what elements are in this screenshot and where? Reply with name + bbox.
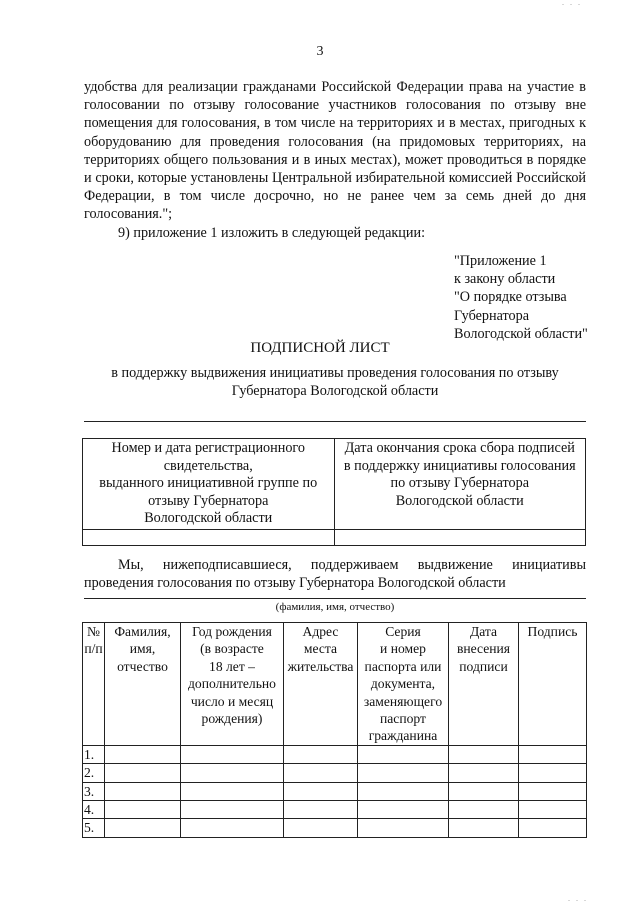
table-cell[interactable] bbox=[181, 819, 284, 837]
body-paragraph-1: удобства для реализации гражданами Российской Федерации права на участие в голосовании по отзыву голосование участников голосования по отзыву вне помещения для голосования, в том числе на территориях и в местах, пригодных к оборудованию для проведения голосования (на придомовых территориях, на территориях общего пользования и в иных местах), может проводиться в порядке и сроки, которые установлены Центральной избирательной комиссией Российской Федерации, в том числе досрочно, но не ранее чем за семь дней до дня голосования."; bbox=[84, 79, 586, 223]
subtitle-line: в поддержку выдвижения инициативы проведения голосования по отзыву bbox=[111, 365, 559, 381]
table-cell[interactable] bbox=[284, 819, 358, 837]
table-row bbox=[83, 745, 587, 763]
body-paragraph-2: 9) приложение 1 изложить в следующей редакции: bbox=[118, 224, 426, 241]
registration-number-header: Номер и дата регистрационного свидетельства, выданного инициативной группе по отзыву Губернатора Вологодской области bbox=[83, 439, 335, 530]
collection-end-date-header: Дата окончания срока сбора подписей в поддержку инициативы голосования по отзыву Губернатора Вологодской области bbox=[334, 439, 586, 530]
appendix-line: "Приложение 1 bbox=[454, 253, 547, 269]
table-cell[interactable] bbox=[358, 819, 449, 837]
corner-scan-mark-top: . . . bbox=[562, 0, 582, 7]
statement: Мы, нижеподписавшиеся, поддерживаем выдвижение инициативы проведения голосования по отзыву Губернатора Вологодской области bbox=[84, 557, 586, 592]
table-cell[interactable] bbox=[284, 745, 358, 763]
table-cell[interactable] bbox=[358, 782, 449, 800]
table-cell[interactable] bbox=[519, 745, 587, 763]
appendix-line: к закону области bbox=[454, 271, 556, 288]
table-cell[interactable] bbox=[105, 801, 181, 819]
table-cell[interactable] bbox=[181, 745, 284, 763]
table-cell[interactable] bbox=[449, 745, 519, 763]
header-number: № п/п bbox=[83, 623, 105, 746]
corner-scan-mark-bottom: . . . bbox=[568, 894, 588, 903]
table-row bbox=[83, 782, 587, 800]
registration-table bbox=[82, 438, 586, 546]
header-signature: Подпись bbox=[519, 623, 587, 746]
table-cell[interactable] bbox=[519, 764, 587, 782]
table-cell[interactable] bbox=[105, 782, 181, 800]
appendix-line: "О порядке отзыва bbox=[454, 289, 567, 306]
subtitle-line: Губернатора Вологодской области bbox=[231, 383, 439, 400]
appendix-header bbox=[454, 252, 588, 343]
table-cell[interactable] bbox=[519, 801, 587, 819]
table-cell[interactable] bbox=[519, 819, 587, 837]
table-cell[interactable] bbox=[181, 782, 284, 800]
table-cell[interactable] bbox=[449, 801, 519, 819]
table-cell[interactable] bbox=[449, 819, 519, 837]
row-number: 4. bbox=[83, 801, 105, 819]
page-number: 3 bbox=[316, 44, 324, 59]
name-field-line[interactable] bbox=[84, 598, 586, 599]
body-text bbox=[84, 78, 586, 242]
table-cell[interactable] bbox=[181, 764, 284, 782]
document-subtitle bbox=[84, 364, 586, 400]
table-row bbox=[83, 819, 587, 837]
row-number: 2. bbox=[83, 764, 105, 782]
table-cell[interactable] bbox=[284, 782, 358, 800]
table-row bbox=[83, 764, 587, 782]
table-cell[interactable] bbox=[284, 764, 358, 782]
table-cell[interactable] bbox=[358, 801, 449, 819]
document-title: ПОДПИСНОЙ ЛИСТ bbox=[250, 340, 390, 356]
table-row bbox=[83, 801, 587, 819]
collection-end-date-cell[interactable] bbox=[334, 529, 586, 545]
registration-number-cell[interactable] bbox=[83, 529, 335, 545]
header-passport: Серия и номер паспорта или документа, заменяющего паспорт гражданина bbox=[358, 623, 449, 746]
appendix-line: Вологодской области" bbox=[454, 325, 588, 342]
row-number: 3. bbox=[83, 782, 105, 800]
table-cell[interactable] bbox=[519, 782, 587, 800]
appendix-line: Губернатора bbox=[454, 307, 530, 324]
table-cell[interactable] bbox=[181, 801, 284, 819]
table-cell[interactable] bbox=[449, 764, 519, 782]
table-cell[interactable] bbox=[105, 745, 181, 763]
signature-table bbox=[82, 622, 587, 838]
table-cell[interactable] bbox=[449, 782, 519, 800]
name-field-caption: (фамилия, имя, отчество) bbox=[275, 601, 395, 613]
header-birth-year: Год рождения (в возрасте 18 лет – дополнительно число и месяц рождения) bbox=[181, 623, 284, 746]
row-number: 5. bbox=[83, 819, 105, 837]
table-cell[interactable] bbox=[358, 764, 449, 782]
header-full-name: Фамилия, имя, отчество bbox=[105, 623, 181, 746]
table-cell[interactable] bbox=[358, 745, 449, 763]
table-cell[interactable] bbox=[284, 801, 358, 819]
header-signing-date: Дата внесения подписи bbox=[449, 623, 519, 746]
blank-line-top bbox=[84, 421, 586, 422]
header-address: Адрес места жительства bbox=[284, 623, 358, 746]
table-cell[interactable] bbox=[105, 819, 181, 837]
table-cell[interactable] bbox=[105, 764, 181, 782]
row-number: 1. bbox=[83, 745, 105, 763]
